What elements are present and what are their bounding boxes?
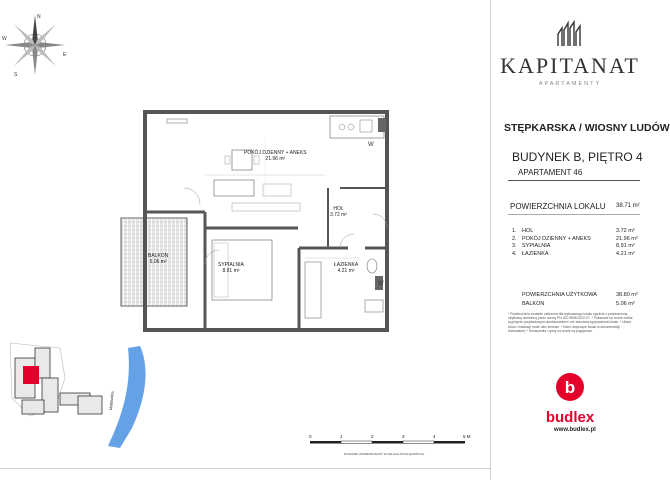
divider bbox=[508, 180, 640, 181]
divider bbox=[508, 214, 640, 215]
compass-east-label: E bbox=[63, 52, 67, 58]
compass-south-label: S bbox=[14, 72, 18, 78]
brand-name: KAPITANAT bbox=[500, 53, 640, 78]
plan-mark-w-upper: W bbox=[368, 142, 374, 148]
totals-row: POWIERZCHNIA UŻYTKOWA 38.80 m² bbox=[522, 292, 638, 298]
panel-divider bbox=[490, 0, 491, 480]
plan-label-bathroom: ŁAZIENKA 4.21 m² bbox=[334, 262, 359, 274]
scale-tick-2: 2 bbox=[371, 434, 374, 439]
plan-mark-w-lower: W bbox=[378, 281, 384, 287]
scale-tick-3: 3 bbox=[402, 434, 405, 439]
plan-label-bedroom: SYPIALNIA 8.91 m² bbox=[218, 262, 244, 274]
scale-tick-4: 4 bbox=[433, 434, 436, 439]
scale-bar bbox=[310, 441, 465, 444]
developer-logo bbox=[535, 372, 605, 426]
developer-name: budlex bbox=[545, 409, 595, 426]
scale-tick-1: 1 bbox=[340, 434, 343, 439]
sofa bbox=[214, 180, 254, 196]
compass-west-label: W bbox=[2, 36, 7, 42]
scale-tick-0: 0 bbox=[309, 434, 312, 439]
building-towers-icon bbox=[556, 22, 584, 46]
building-floor: BUDYNEK B, PIĘTRO 4 bbox=[512, 150, 643, 164]
totals-list bbox=[510, 292, 640, 310]
brand-logo bbox=[500, 22, 640, 87]
total-area-value: 38.71 m² bbox=[616, 203, 640, 209]
room-row: 4. ŁAZIENKA 4.21 m² bbox=[512, 250, 635, 257]
footnote: * Powierzchnia zostanie obliczona dla wykonanego lokalu zgodnie z powierzchnią użytkową określoną przez normę PN-ISO 9836:2022-07. * Pokazane na rzucie meble są jedynie przykładowym umeblowaniem i nie stanowią wyposażenia lokalu. * Układ ścian i instalacji może ulec zmianie. * Dane dotyczące lokalu w dokumentacji budowlanej. * Oznaczenia i opisy na rzucie są poglądowe. bbox=[508, 312, 633, 333]
budlex-b-icon bbox=[555, 372, 585, 402]
developer-url[interactable]: www.budlex.pl bbox=[554, 427, 596, 433]
bottom-rule bbox=[0, 468, 490, 469]
bathtub bbox=[305, 262, 321, 318]
scale-note: RYSUNEK ZAMIESZCZONY W CELACH POGLĄDOWYCH bbox=[344, 452, 425, 456]
plan-label-balcony: BALKON 5.06 m² bbox=[148, 253, 169, 265]
svg-text:b: b bbox=[564, 378, 576, 397]
apartment-number: APARTAMENT 46 bbox=[518, 168, 583, 177]
plan-label-hall: HOL 3.72 m² bbox=[330, 206, 347, 218]
plan-label-living: POKÓJ DZIENNY + ANEKS 21.96 m² bbox=[244, 150, 307, 162]
scale-tick-5: 5 M bbox=[463, 434, 471, 439]
site-street-label: Motławska bbox=[108, 391, 115, 411]
site-map bbox=[0, 338, 180, 450]
totals-row: BALKON 5.06 m² bbox=[522, 301, 635, 307]
site-highlight-building bbox=[23, 366, 39, 384]
street-heading: STĘPKARSKA / WIOSNY LUDÓW bbox=[504, 122, 670, 134]
brand-subtitle: APARTAMENTY bbox=[538, 81, 602, 87]
total-area-label: POWIERZCHNIA LOKALU bbox=[510, 202, 606, 211]
total-area-row bbox=[510, 202, 640, 211]
room-row: 1. HOL 3.72 m² bbox=[512, 228, 635, 234]
room-row: 2. POKÓJ DZIENNY + ANEKS 21.96 m² bbox=[512, 235, 638, 242]
room-list bbox=[510, 228, 640, 258]
kitchen-counter bbox=[330, 116, 384, 138]
room-row: 3. SYPIALNIA 8.91 m² bbox=[512, 243, 635, 250]
compass-north-label: N bbox=[37, 14, 41, 20]
